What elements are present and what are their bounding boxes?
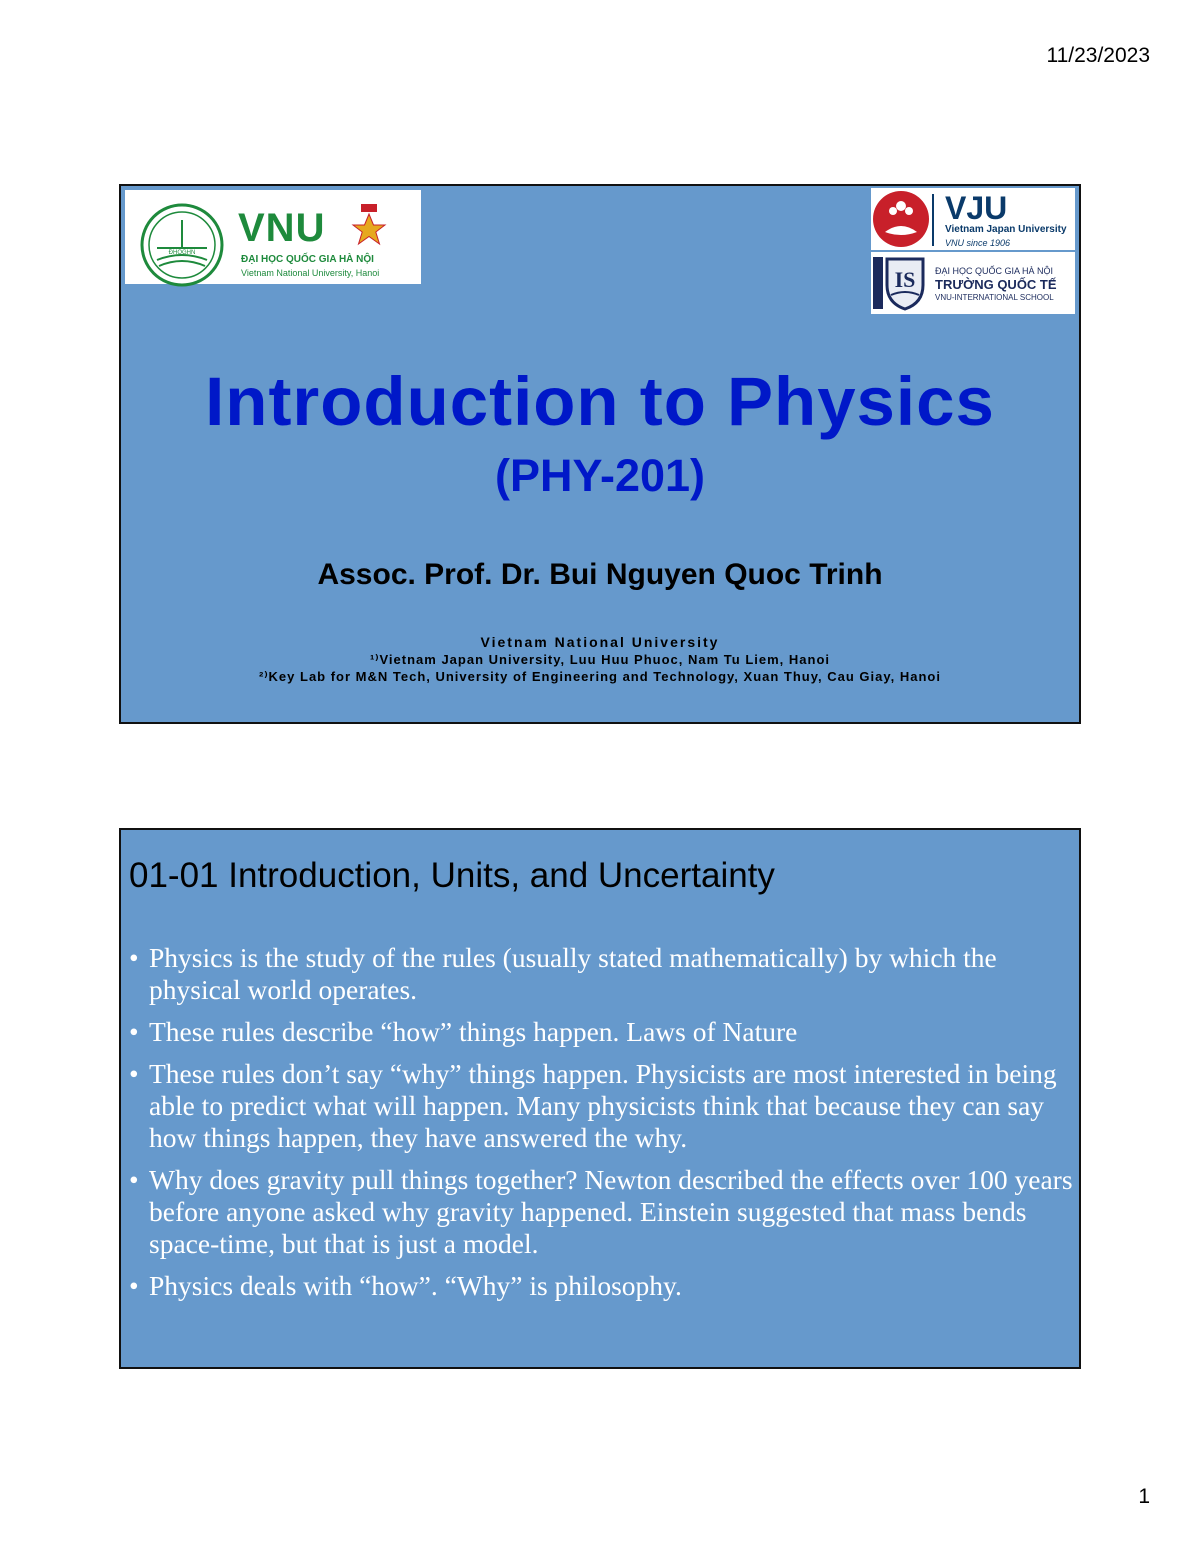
vju-logo-name: Vietnam Japan University <box>945 224 1067 235</box>
is-logo-main: TRƯỜNG QUỐC TẾ <box>935 277 1057 292</box>
vju-logo-abbr: VJU <box>945 190 1008 226</box>
content-slide <box>119 828 1081 1369</box>
bullet-list <box>129 942 1073 1312</box>
is-shield-emblem-icon <box>871 253 931 313</box>
slide-heading: 01-01 Introduction, Units, and Uncertainty <box>129 856 775 895</box>
bullet-icon: • <box>129 942 139 973</box>
vju-flower-emblem-icon <box>871 190 935 248</box>
course-code: (PHY-201) <box>494 450 706 501</box>
vnu-logo-name-vn: ĐẠI HỌC QUỐC GIA HÀ NỘI <box>241 254 374 265</box>
affiliation-line: ²⁾Key Lab for M&N Tech, University of Engineering and Technology, Xuan Thuy, Cau Giay, Hanoi <box>259 669 941 684</box>
bullet-text: Why does gravity pull things together? Newton described the effects over 100 years before anyone asked why gravity happened. Einstein suggested that mass bends space-time, but that is just a model. <box>149 1164 1073 1259</box>
svg-text:IS: IS <box>894 267 916 292</box>
page-number: 1 <box>1138 1485 1150 1508</box>
bullet-text: These rules describe “how” things happen. Laws of Nature <box>149 1016 798 1047</box>
bullet-icon: • <box>129 1016 139 1047</box>
list-item <box>129 1164 1073 1260</box>
bullet-icon: • <box>129 1270 139 1301</box>
star-medal-icon <box>349 204 389 250</box>
page-date: 11/23/2023 <box>1046 44 1150 67</box>
affiliation-line: Vietnam National University <box>480 634 720 650</box>
vnu-logo-abbr: VNU <box>238 206 326 250</box>
affiliation-line: ¹⁾Vietnam Japan University, Luu Huu Phuoc, Nam Tu Liem, Hanoi <box>369 652 831 667</box>
is-logo-name-vn: ĐẠI HỌC QUỐC GIA HÀ NỘI <box>935 266 1054 276</box>
bullet-text: These rules don’t say “why” things happen. Physicists are most interested in being able to predict what will happen. Many physicists think that because they can say how things happen, they have answered the why. <box>149 1058 1057 1153</box>
vnu-logo-name-en: Vietnam National University, Hanoi <box>241 268 380 278</box>
is-logo-name-en: VNU-INTERNATIONAL SCHOOL <box>935 293 1054 302</box>
bullet-text: Physics deals with “how”. “Why” is philosophy. <box>149 1270 682 1301</box>
vnu-is-logo <box>871 252 1075 314</box>
list-item <box>129 942 1073 1006</box>
bullet-text: Physics is the study of the rules (usually stated mathematically) by which the physical world operates. <box>149 942 997 1005</box>
vnu-seal-text: ĐHQGHN <box>168 250 196 256</box>
vju-logo-since: VNU since 1906 <box>945 238 1011 248</box>
list-item <box>129 1016 1073 1048</box>
list-item <box>129 1058 1073 1154</box>
title-slide <box>119 184 1081 724</box>
author-name: Assoc. Prof. Dr. Bui Nguyen Quoc Trinh <box>317 558 883 591</box>
bullet-icon: • <box>129 1058 139 1089</box>
vju-logo <box>871 188 1075 250</box>
vnu-logo <box>125 190 421 284</box>
slide-title: Introduction to Physics <box>205 363 995 440</box>
bullet-icon: • <box>129 1164 139 1195</box>
list-item <box>129 1270 1073 1302</box>
vnu-seal-icon <box>139 202 225 288</box>
